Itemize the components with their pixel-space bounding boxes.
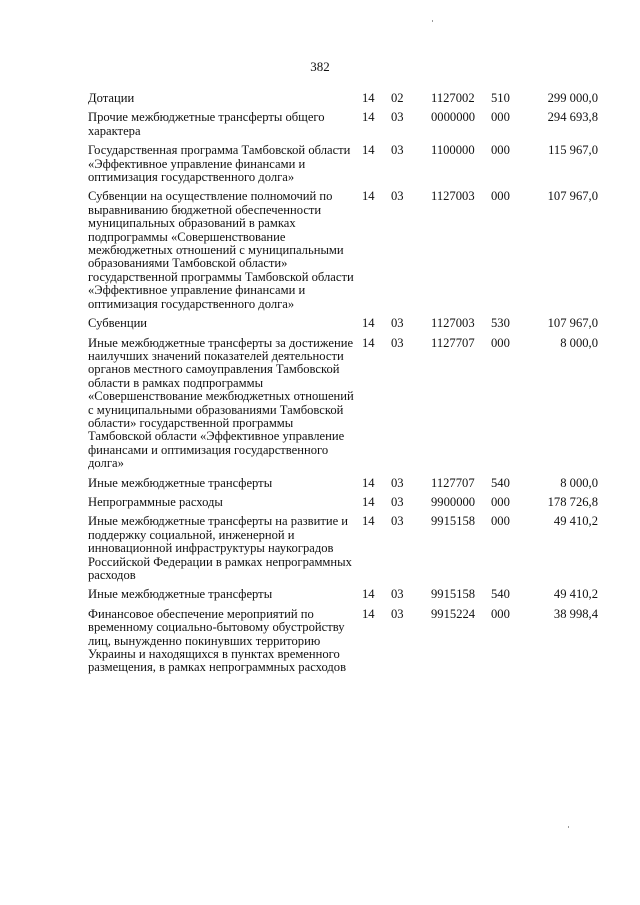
row-target-article-code: 1100000 [431,143,475,158]
row-subsection-code: 03 [391,606,404,621]
scan-speck [568,826,569,828]
row-target-article-code: 0000000 [431,110,476,125]
row-amount: 294 693,8 [547,110,598,125]
table-row [88,496,598,515]
row-section-code: 14 [362,316,375,331]
row-section-code: 14 [362,143,375,158]
row-name: Прочие межбюджетные трансферты общего характера [88,110,325,138]
row-name: Иные межбюджетные трансферты [88,587,273,602]
row-subsection-code: 03 [391,143,404,158]
row-subsection-code: 03 [391,514,404,529]
row-subsection-code: 02 [391,91,404,105]
row-name: Дотации [88,91,135,105]
row-subsection-code: 03 [391,475,404,490]
row-section-code: 14 [362,335,375,350]
row-expense-type-code: 000 [491,514,510,529]
row-target-article-code: 1127707 [431,475,475,490]
row-name: Иные межбюджетные трансферты [88,475,273,490]
row-amount: 115 967,0 [548,143,598,158]
row-name: Финансовое обеспечение мероприятий по временному социально-бытовому обустройству лиц, вынужденно покинувших территорию Украины и находящихся в пунктах временного размещения, в рамках непрограммных расходов [88,606,347,675]
row-expense-type-code: 000 [491,335,510,350]
row-target-article-code: 1127003 [431,316,475,331]
budget-table [88,92,598,681]
row-amount: 107 967,0 [547,189,598,204]
row-section-code: 14 [362,514,375,529]
row-expense-type-code: 510 [491,91,510,105]
row-name: Иные межбюджетные трансферты на развитие и поддержку социальной, инженерной и инновационной инфраструктуры наукоградов Российской Федерации в рамках непрограммных расходов [88,514,352,582]
row-subsection-code: 03 [391,110,404,125]
row-expense-type-code: 000 [491,189,510,204]
row-section-code: 14 [362,91,375,105]
row-name: Непрограммные расходы [88,494,223,509]
budget-table-body [88,92,598,681]
table-row [88,317,598,336]
row-name: Государственная программа Тамбовской области «Эффективное управление финансами и оптимизация государственного долга» [88,143,351,185]
row-name: Субвенции на осуществление полномочий по выравниванию бюджетной обеспеченности муниципальных образований в рамках подпрограммы «Совершенствование межбюджетных отношений с муниципальными образованиями Тамбовской области» государственной программы Тамбовской области «Эффективное управление финансами и оптимизация государственного долга» [88,189,354,311]
table-row [88,608,598,681]
row-subsection-code: 03 [391,189,404,204]
row-expense-type-code: 000 [491,110,510,125]
table-row [88,144,598,190]
row-expense-type-code: 530 [491,316,510,331]
row-expense-type-code: 540 [491,587,510,602]
scan-speck [432,20,433,22]
row-expense-type-code: 000 [491,143,510,158]
row-target-article-code: 9915224 [431,606,476,621]
row-section-code: 14 [362,587,375,602]
row-subsection-code: 03 [391,335,404,350]
row-target-article-code: 9900000 [431,494,476,509]
row-target-article-code: 9915158 [431,514,476,529]
row-subsection-code: 03 [391,587,404,602]
row-section-code: 14 [362,189,375,204]
row-subsection-code: 03 [391,494,404,509]
row-name: Иные межбюджетные трансферты за достижение наилучших значений показателей деятельности органов местного самоуправления Тамбовской области в рамках подпрограммы «Совершенствование межбюджетных отношений с муниципальными образованиями Тамбовской области» государственной программы Тамбовской области «Эффективное управление финансами и оптимизация государственного долга» [88,335,354,471]
row-section-code: 14 [362,110,375,125]
table-row [88,588,598,607]
table-row [88,111,598,144]
row-target-article-code: 1127002 [431,91,475,105]
row-subsection-code: 03 [391,316,404,331]
row-section-code: 14 [362,475,375,490]
row-amount: 107 967,0 [547,316,598,331]
row-expense-type-code: 000 [491,494,510,509]
row-amount: 299 000,0 [547,91,598,105]
row-expense-type-code: 000 [491,606,510,621]
row-expense-type-code: 540 [491,475,510,490]
row-target-article-code: 1127003 [431,189,475,204]
page-number: 382 [310,59,330,74]
table-row [88,92,598,111]
table-row [88,477,598,496]
row-target-article-code: 9915158 [431,587,476,602]
table-row [88,337,598,477]
row-amount: 49 410,2 [553,587,598,602]
row-amount: 49 410,2 [553,514,598,529]
row-section-code: 14 [362,606,375,621]
row-section-code: 14 [362,494,375,509]
row-amount: 8 000,0 [560,335,598,350]
row-target-article-code: 1127707 [431,335,475,350]
table-row [88,190,598,317]
row-amount: 8 000,0 [560,475,598,490]
row-amount: 178 726,8 [547,494,598,509]
row-name: Субвенции [88,316,148,331]
table-row [88,515,598,588]
row-amount: 38 998,4 [553,606,598,621]
